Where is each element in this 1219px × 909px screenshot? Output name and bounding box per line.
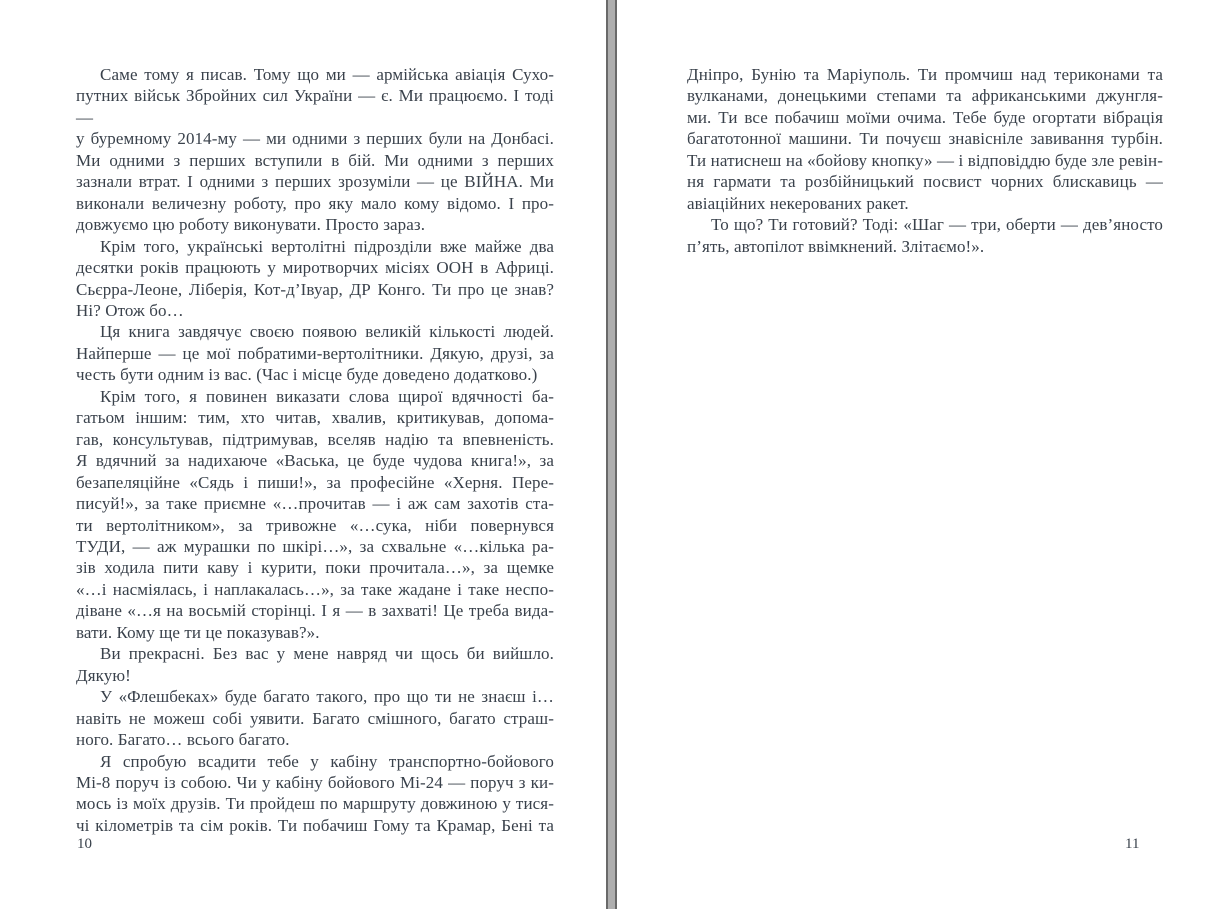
text-line: гав, консультував, підтримував, вселяв надію та впевненість. (76, 429, 554, 449)
text-line: То що? Ти готовий? Тоді: «Шаг — три, оберти — дев’яносто (711, 215, 1163, 235)
text-line: мось із моїх друзів. Ти пройдеш по маршруту довжиною у тися- (76, 794, 554, 814)
text-line: навіть не можеш собі уявити. Багато смішного, багато страш- (76, 708, 554, 728)
text-line: путних військ Збройних сил України — є. Ми працюємо. І тоді — (76, 86, 554, 127)
text-line: Мі-8 поруч із собою. Чи у кабіну бойового Мі-24 — поруч з ки- (76, 772, 554, 792)
text-block-right (687, 64, 1163, 257)
text-line: Дніпро, Бунію та Маріуполь. Ти промчиш над териконами та (687, 65, 1163, 84)
text-line: зазнали втрат. І одними з перших зрозуміли — це ВІЙНА. Ми (76, 172, 554, 192)
text-line: багатотонної машини. Ти почуєш знавісніле завивання турбін. (687, 129, 1163, 149)
text-line: Ми одними з перших вступили в бій. Ми одними з перших (76, 150, 554, 170)
text-line: Крім того, я повинен виказати слова щирої вдячності ба- (100, 386, 554, 406)
text-line: безапеляційне «Сядь і пиши!», за професійне «Херня. Пере- (76, 472, 554, 492)
page-number-right: 11 (1125, 836, 1140, 852)
text-line: гатьом іншим: тим, хто читав, хвалив, критикував, допома- (76, 408, 554, 428)
text-line: Сьєрра-Леоне, Ліберія, Кот-д’Івуар, ДР Конго. Ти про це знав? (76, 279, 554, 299)
text-line: ти вертолітником», за тривожне «…сука, ніби повернувся (76, 515, 554, 535)
text-line: Саме тому я писав. Тому що ми — армійська авіація Сухо- (100, 65, 554, 84)
text-line: ного. Багато… всього багато. (76, 730, 290, 750)
text-line: вулканами, донецькими степами та африканськими джунгля- (687, 86, 1163, 106)
text-line: Крім того, українські вертолітні підрозділи вже майже два (100, 236, 554, 256)
text-line: діване «…я на восьмій сторінці. І я — в захваті! Це треба вида- (76, 601, 554, 621)
text-line: авіаційних некерованих ракет. (687, 193, 909, 213)
text-line: довжуємо цю роботу виконувати. Просто зараз. (76, 215, 426, 235)
text-line: Дякую! (76, 665, 131, 685)
text-line: «…і насміялась, і наплакалась…», за таке жадане і таке неспо- (76, 579, 554, 599)
text-block-left (76, 64, 554, 836)
text-line: виконали величезну роботу, про яку мало кому відомо. І про- (76, 193, 554, 213)
page-number-left: 10 (77, 836, 92, 852)
text-line: честь бути одним із вас. (Час і місце буде доведено додатково.) (76, 365, 538, 385)
text-line: Ця книга завдячує своєю появою великій кількості людей. (100, 322, 554, 342)
text-line: ТУДИ, — аж мурашки по шкірі…», за схвальне «…кілька ра- (76, 536, 554, 556)
text-line: У «Флешбеках» буде багато такого, про що ти не знаєш і… (100, 687, 554, 707)
text-line: Ти натиснеш на «бойову кнопку» — і відповіддю буде зле ревін- (687, 150, 1163, 170)
text-line: вати. Кому ще ти це показував?». (76, 622, 320, 642)
text-line: ми. Ти все побачиш моїми очима. Тебе буде огортати вібрація (687, 107, 1163, 127)
page-left (0, 0, 606, 909)
page-right (617, 0, 1219, 909)
text-line: зів ходила пити каву і курити, поки прочитала…», за щемке (76, 558, 554, 578)
text-line: п’ять, автопілот ввімкнений. Злітаємо!». (687, 236, 985, 256)
text-line: десятки років працюють у миротворчих місіях ООН в Африці. (76, 258, 554, 278)
text-line: Я спробую всадити тебе у кабіну транспортно-бойового (100, 751, 554, 771)
text-line: Ні? Отож бо… (76, 300, 184, 320)
book-gutter-divider (606, 0, 617, 909)
text-line: Найперше — це мої побратими-вертолітники. Дякую, друзі, за (76, 343, 554, 363)
text-line: чі кілометрів та сім років. Ти побачиш Гому та Крамар, Бені та (76, 815, 554, 835)
text-line: писуй!», за таке приємне «…прочитав — і аж сам захотів ста- (76, 494, 554, 514)
text-line: у буремному 2014-му — ми одними з перших були на Донбасі. (76, 129, 554, 149)
text-line: Я вдячний за надихаюче «Васька, це буде чудова книга!», за (76, 451, 554, 471)
text-line: Ви прекрасні. Без вас у мене навряд чи щось би вийшло. (100, 644, 554, 664)
text-line: ня гармати та розбійницький посвист чорних блискавиць — (687, 172, 1163, 192)
